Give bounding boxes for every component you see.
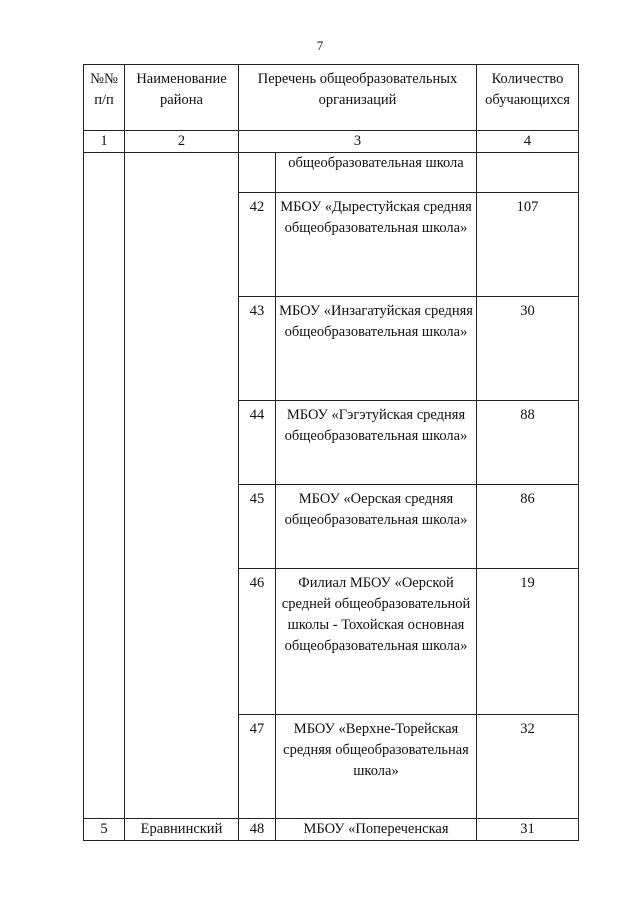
empty-index-cell — [84, 153, 125, 819]
column-number-2: 2 — [125, 131, 239, 153]
row-number: 47 — [239, 715, 276, 819]
header-students: Количество обучающихся — [477, 65, 579, 131]
student-count: 32 — [477, 715, 579, 819]
column-number-3: 3 — [239, 131, 477, 153]
row-number: 48 — [239, 819, 276, 841]
header-organizations: Перечень общеобразовательных организаций — [239, 65, 477, 131]
empty-district-cell — [125, 153, 239, 819]
row-index: 5 — [84, 819, 125, 841]
school-name: МБОУ «Попереченская — [276, 819, 477, 841]
student-count: 30 — [477, 297, 579, 401]
page-number: 7 — [316, 38, 324, 53]
column-number-1: 1 — [84, 131, 125, 153]
row-number: 43 — [239, 297, 276, 401]
school-name: МБОУ «Инзагатуйская средняя общеобразовательная школа» — [276, 297, 477, 401]
column-number-row — [84, 131, 579, 153]
row-number: 44 — [239, 401, 276, 485]
student-count: 88 — [477, 401, 579, 485]
schools-table — [83, 64, 579, 841]
header-district: Наименование района — [125, 65, 239, 131]
row-number: 45 — [239, 485, 276, 569]
row-number: 46 — [239, 569, 276, 715]
school-name: МБОУ «Дырестуйская средняя общеобразовательная школа» — [276, 193, 477, 297]
table-row — [84, 819, 579, 841]
student-count: 86 — [477, 485, 579, 569]
school-name: МБОУ «Верхне-Торейская средняя общеобразовательная школа» — [276, 715, 477, 819]
district-name: Еравнинский — [125, 819, 239, 841]
empty-no-cell — [239, 153, 276, 193]
school-name: Филиал МБОУ «Оерской средней общеобразовательной школы - Тохойская основная общеобразовательная школа» — [276, 569, 477, 715]
header-number: №№ п/п — [84, 65, 125, 131]
column-number-4: 4 — [477, 131, 579, 153]
student-count: 19 — [477, 569, 579, 715]
student-count: 31 — [477, 819, 579, 841]
table-row — [84, 153, 579, 193]
school-name: МБОУ «Гэгэтуйская средняя общеобразовательная школа» — [276, 401, 477, 485]
school-name: МБОУ «Оерская средняя общеобразовательная школа» — [276, 485, 477, 569]
header-row — [84, 65, 579, 131]
row-number: 42 — [239, 193, 276, 297]
empty-count-cell — [477, 153, 579, 193]
student-count: 107 — [477, 193, 579, 297]
continued-name: общеобразовательная школа — [276, 153, 477, 193]
